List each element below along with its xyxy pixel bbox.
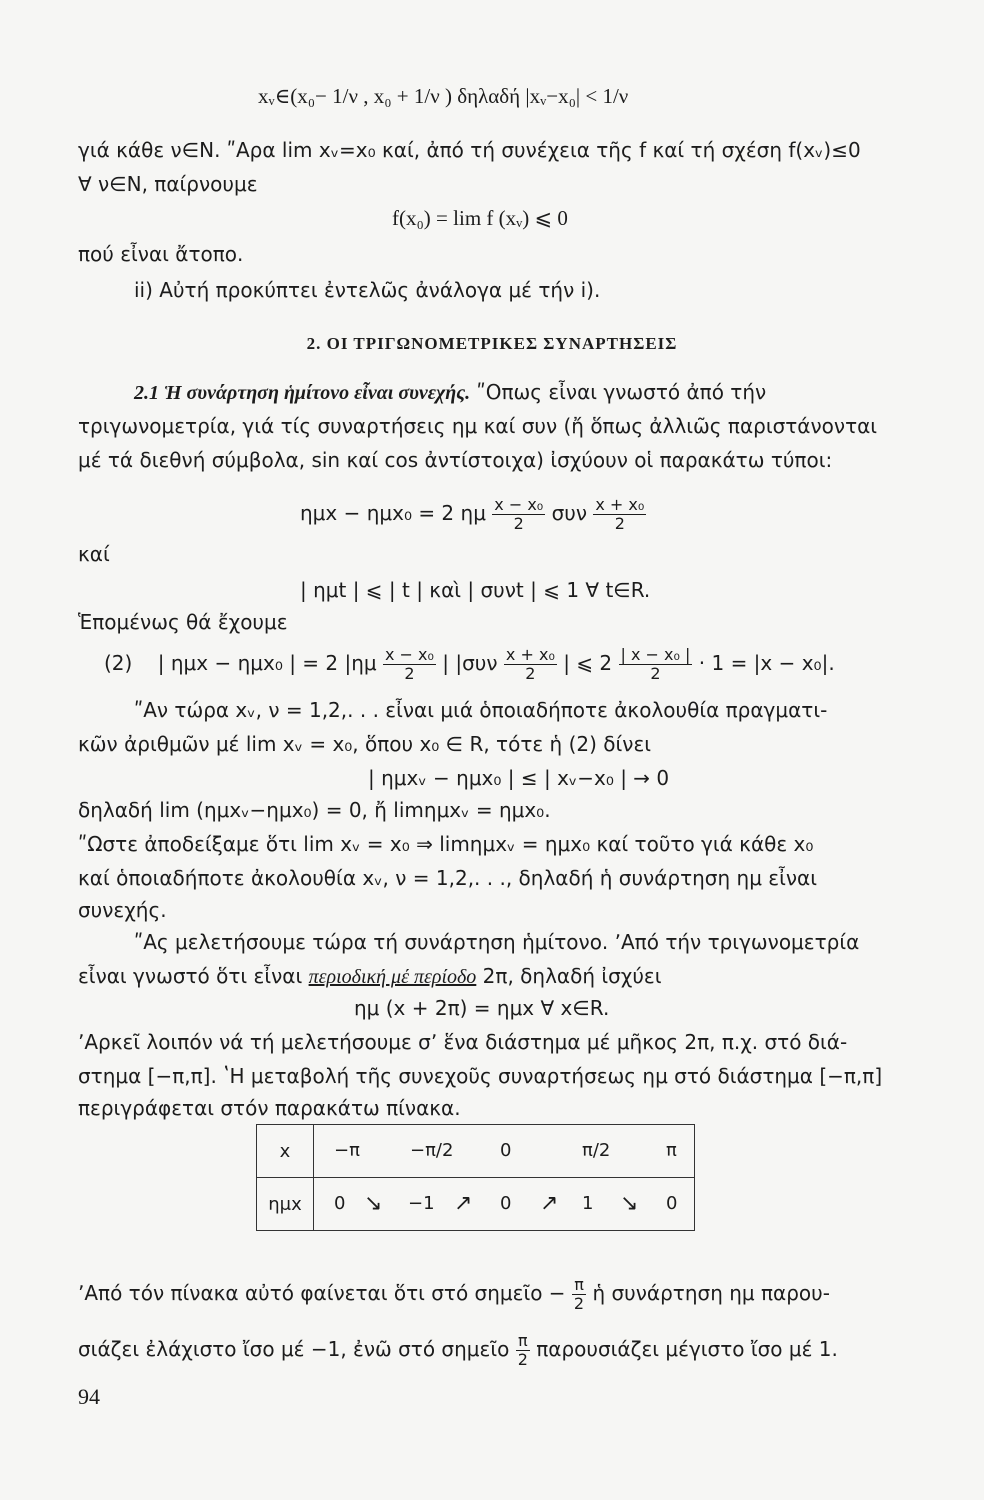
text-line: ʺΑς μελετήσουμε τώρα τή συνάρτηση ἡμίτονο. ʼΑπό τήν τριγωνομετρία bbox=[134, 930, 860, 954]
text-line: εἶναι γνωστό ὅτι εἶναι περιοδική μέ περίοδο 2π, δηλαδή ἰσχύει bbox=[78, 964, 662, 988]
interval-condition: xᵥ∈(x₀− 1/ν , x₀ + 1/ν ) δηλαδή |xᵥ−x₀| < 1/ν bbox=[258, 84, 629, 108]
arrow-up-icon: ↗ bbox=[540, 1191, 559, 1216]
text-line: γιά κάθε ν∈N. ʺΑρα lim xᵥ=x₀ καί, ἀπό τή συνέχεια τῆς f καί τή σχέση f(xᵥ)≤0 bbox=[78, 138, 861, 162]
formula-2: (2) | ημx − ημx₀ | = 2 |ημ $\frac{\text{x − x₀}}{2}$ | |συν $\frac{\text{x + x₀}}{2}$ | ⩽ 2 $\frac{\text{| x − x₀ |}}{2}$ · 1 = |x − x₀|. bbox=[104, 645, 835, 683]
equation: f(x₀) = lim f (xᵥ) ⩽ 0 bbox=[392, 206, 568, 230]
text-line: πού εἶναι ἄτοπο. bbox=[78, 242, 244, 266]
x-values-cell bbox=[314, 1125, 695, 1178]
text-line: περιγράφεται στόν παρακάτω πίνακα. bbox=[78, 1096, 461, 1120]
text-line: ʼΑρκεῖ λοιπόν νά τή μελετήσουμε σʼ ἕνα διάστημα μέ μῆκος 2π, π.χ. στό διά- bbox=[78, 1030, 848, 1054]
function-label: ημx bbox=[257, 1178, 314, 1231]
text-line: καί bbox=[78, 542, 110, 566]
subsection-title: 2.1 Ἡ συνάρτηση ἡμίτονο εἶναι συνεχής. bbox=[134, 382, 471, 404]
text-line: ʺΟπως εἶναι γνωστό ἀπό τήν bbox=[476, 380, 767, 404]
x-value: π/2 bbox=[582, 1140, 611, 1161]
text-line: δηλαδή lim (ημxᵥ−ημx₀) = 0, ἤ limημxᵥ = ημx₀. bbox=[78, 798, 551, 822]
table-row-f bbox=[257, 1178, 695, 1231]
arrow-down-icon: ↘ bbox=[620, 1191, 639, 1216]
table-row-x bbox=[257, 1125, 695, 1178]
x-value: −π/2 bbox=[410, 1140, 454, 1161]
arrow-down-icon: ↘ bbox=[364, 1191, 383, 1216]
f-value: 1 bbox=[582, 1193, 594, 1214]
inequality-line: | ημt | ⩽ | t | καὶ | συνt | ⩽ 1 ∀ t∈R. bbox=[300, 578, 651, 602]
equation: ημ (x + 2π) = ημx ∀ x∈R. bbox=[354, 996, 610, 1020]
section-heading: 2. ΟΙ ΤΡΙΓΩΝΟΜΕΤΡΙΚΕΣ ΣΥΝΑΡΤΗΣΕΙΣ bbox=[306, 334, 678, 353]
text-line: συνεχής. bbox=[78, 898, 167, 922]
text-line: ʼΑπό τόν πίνακα αὐτό φαίνεται ὅτι στό σημεῖο − $\frac{\pi}{2}$ ἡ συνάρτηση ημ παρου- bbox=[78, 1275, 830, 1313]
f-value: −1 bbox=[408, 1193, 435, 1214]
arrow-up-icon: ↗ bbox=[454, 1191, 473, 1216]
text-line: κῶν ἀριθμῶν μέ lim xᵥ = x₀, ὅπου x₀ ∈ R, τότε ἡ (2) δίνει bbox=[78, 732, 652, 756]
text-line: τριγωνομετρία, γιά τίς συναρτήσεις ημ καί συν (ἤ ὅπως ἀλλιῶς παριστάνονται bbox=[78, 414, 878, 438]
text-line: σιάζει ἐλάχιστο ἴσο μέ −1, ἐνῶ στό σημεῖο $\frac{\pi}{2}$ παρουσιάζει μέγιστο ἴσο μέ 1. bbox=[78, 1331, 838, 1369]
f-value: 0 bbox=[666, 1193, 678, 1214]
text-line: Ἑπομένως θά ἔχουμε bbox=[78, 610, 288, 634]
sine-variation-table bbox=[256, 1124, 695, 1231]
text-line: ii) Αὐτή προκύπτει ἐντελῶς ἀνάλογα μέ τήν i). bbox=[134, 278, 601, 302]
f-value: 0 bbox=[500, 1193, 512, 1214]
page-number: 94 bbox=[78, 1384, 100, 1409]
x-label: x bbox=[257, 1125, 314, 1178]
text-line: μέ τά διεθνή σύμβολα, sin καί cos ἀντίστοιχα) ἰσχύουν οἱ παρακάτω τύποι: bbox=[78, 448, 833, 472]
x-value: −π bbox=[334, 1140, 360, 1161]
text-line: ʺΑν τώρα xᵥ, ν = 1,2,. . . εἶναι μιά ὁποιαδήποτε ἀκολουθία πραγματι- bbox=[134, 698, 828, 722]
inequality-line: | ημxᵥ − ημx₀ | ≤ | xᵥ−x₀ | → 0 bbox=[368, 766, 670, 790]
text-line: στημα [−π,π]. ʽΗ μεταβολή τῆς συνεχοῦς συναρτήσεως ημ στό διάστημα [−π,π] bbox=[78, 1064, 883, 1088]
text-line: καί ὁποιαδήποτε ἀκολουθία xᵥ, ν = 1,2,. . ., δηλαδή ἡ συνάρτηση ημ εἶναι bbox=[78, 866, 817, 890]
x-value: π bbox=[666, 1140, 677, 1161]
emphasis: περιοδική μέ περίοδο bbox=[308, 966, 477, 988]
text-line: ʺΩστε ἀποδείξαμε ὅτι lim xᵥ = x₀ ⇒ limημxᵥ = ημx₀ καί τοῦτο γιά κάθε x₀ bbox=[78, 832, 814, 856]
f-values-cell bbox=[314, 1178, 695, 1231]
text-line: ∀ ν∈N, παίρνουμε bbox=[78, 172, 258, 196]
f-value: 0 bbox=[334, 1193, 346, 1214]
x-value: 0 bbox=[500, 1140, 512, 1161]
formula-sine-difference: ημx − ημx₀ = 2 ημ $\frac{\text{x − x₀}}{2}$ συν $\frac{\text{x + x₀}}{2}$ bbox=[300, 495, 645, 533]
